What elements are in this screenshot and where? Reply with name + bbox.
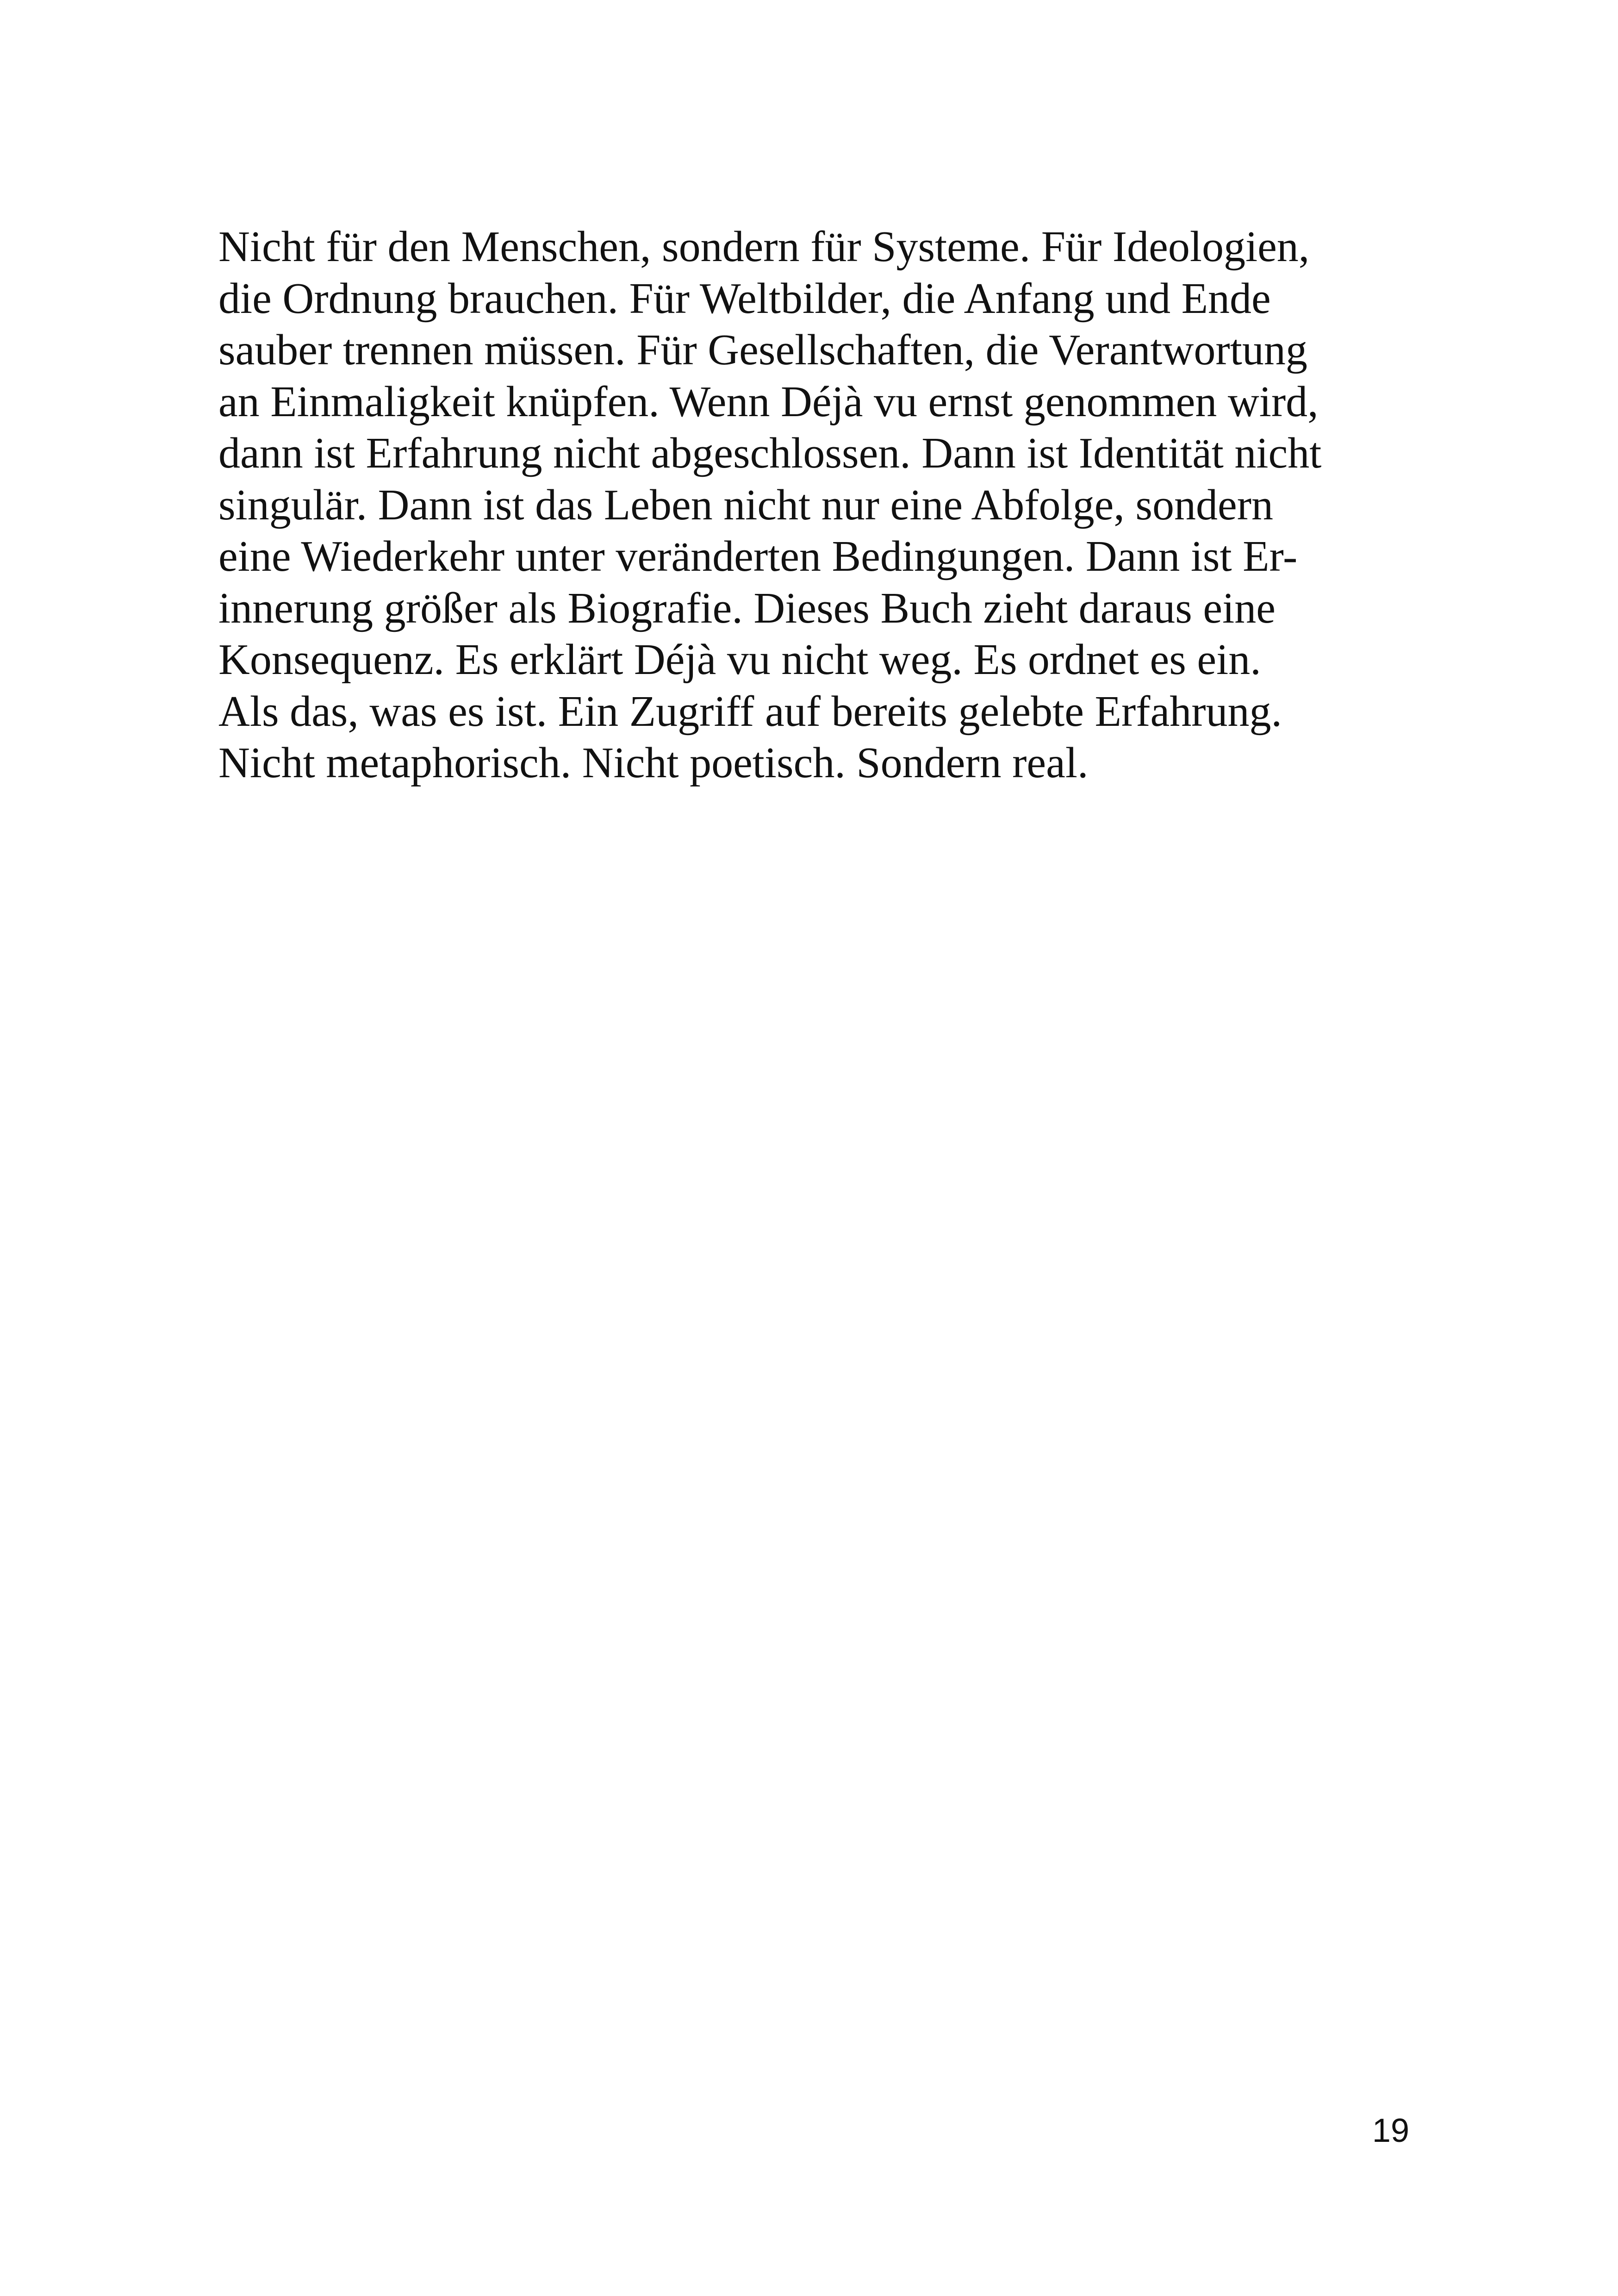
- body-line-7: eine Wiederkehr unter veränderten Bedingungen. Dann ist Er-: [218, 532, 1298, 580]
- body-line-11: Nicht metaphorisch. Nicht poetisch. Sondern real.: [218, 739, 1089, 787]
- body-line-9: Konsequenz. Es erklärt Déjà vu nicht weg. Es ordnet es ein.: [218, 636, 1261, 684]
- body-line-10: Als das, was es ist. Ein Zugriff auf bereits gelebte Erfahrung.: [218, 687, 1282, 736]
- body-paragraph: [218, 221, 1422, 789]
- body-line-1: Nicht für den Menschen, sondern für Systeme. Für Ideologien,: [218, 223, 1310, 271]
- body-line-4: an Einmaligkeit knüpfen. Wenn Déjà vu ernst genommen wird,: [218, 377, 1319, 426]
- page-number: 19: [1372, 2112, 1409, 2149]
- body-line-5: dann ist Erfahrung nicht abgeschlossen. Dann ist Identität nicht: [218, 429, 1322, 477]
- body-line-3: sauber trennen müssen. Für Gesellschaften, die Verantwortung: [218, 326, 1307, 374]
- body-line-8: innerung größer als Biografie. Dieses Buch zieht daraus eine: [218, 584, 1276, 632]
- body-line-2: die Ordnung brauchen. Für Weltbilder, die Anfang und Ende: [218, 274, 1271, 323]
- body-line-6: singulär. Dann ist das Leben nicht nur eine Abfolge, sondern: [218, 480, 1273, 529]
